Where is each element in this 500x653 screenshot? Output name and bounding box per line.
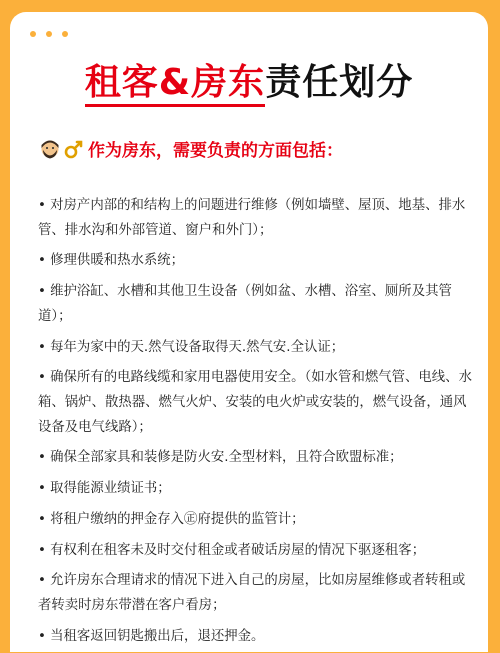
list-item: • 有权利在租客未及时交付租金或者破话房屋的情况下驱逐租客； <box>38 539 478 564</box>
window-dots <box>30 31 68 37</box>
list-item: • 将租户缴纳的押金存入㊣府提供的监管计； <box>38 508 478 533</box>
man-face-icon <box>40 139 60 159</box>
dot <box>30 31 36 37</box>
list-item: • 当租客返回钥匙搬出后，退还押金。 <box>38 625 478 650</box>
title-rest: 责任划分 <box>265 62 414 103</box>
list-item: • 每年为家中的天.然气设备取得天.然气安.全认证； <box>38 336 478 361</box>
list-item: • 取得能源业绩证书； <box>38 477 478 502</box>
list-item: • 允许房东合理请求的情况下进入自己的房屋，比如房屋维修或者转租或者转卖时房东带潜在客户看房； <box>38 569 478 618</box>
content-card <box>10 12 488 652</box>
dot <box>62 31 68 37</box>
page-title <box>10 54 488 105</box>
list-item: • 维护浴缸、水槽和其他卫生设备（例如盆、水槽、浴室、厕所及其管道）； <box>38 280 478 329</box>
list-item: • 确保所有的电路线缆和家用电器使用安全。（如水管和燃气管、电线、水箱、锅炉、散热器、燃气火炉、安装的电火炉或安装的，燃气设备，通风设备及电气线路）； <box>38 366 478 440</box>
male-key-icon <box>64 139 84 159</box>
list-item: • 修理供暖和热水系统； <box>38 249 478 274</box>
list-item: • 确保全部家具和装修是防火安.全型材料，且符合欧盟标准； <box>38 446 478 471</box>
responsibility-list <box>38 194 478 652</box>
dot <box>46 31 52 37</box>
section-heading: 作为房东，需要负责的方面包括： <box>88 141 343 161</box>
section-heading-row <box>40 136 343 161</box>
title-highlight: 租客&房东 <box>85 62 265 107</box>
list-item: • 对房产内部的和结构上的问题进行维修（例如墙壁、屋顶、地基、排水管、排水沟和外部管道、窗户和外门）； <box>38 194 478 243</box>
